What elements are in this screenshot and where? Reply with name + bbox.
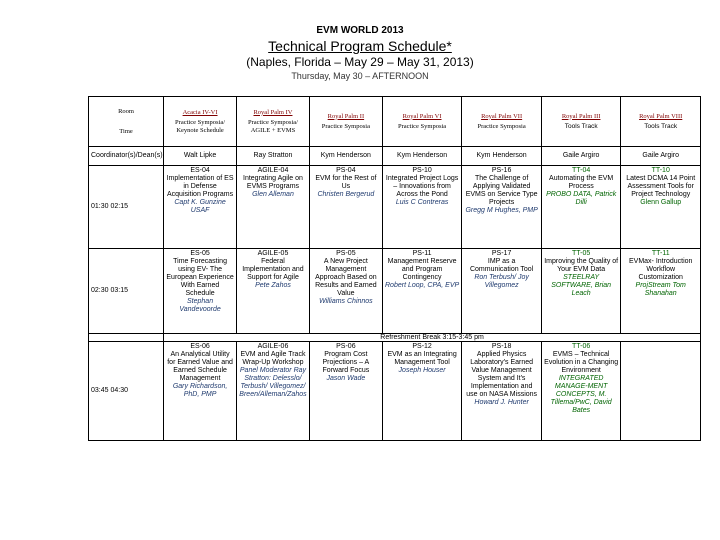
- session-cell: [541, 342, 621, 441]
- session-code: PS-12: [412, 343, 432, 350]
- session-code: TT-05: [572, 250, 591, 257]
- session-speaker: Panel Moderator Ray Stratton: Delesslo/ Terbush/ Villegomez/ Breen/Alleman/Zahos: [239, 367, 307, 398]
- session-code: TT-06: [572, 343, 591, 350]
- session-cell: [462, 249, 542, 334]
- session-cell: [237, 342, 310, 441]
- time-slot-2: 02:30 03:15: [89, 249, 164, 334]
- header-row: [89, 97, 701, 147]
- session-code: ES-05: [190, 250, 210, 257]
- session-title: Integrating Agile on EVMS Programs: [243, 175, 303, 190]
- session-code: TT-11: [651, 250, 670, 257]
- break-left-cell: [89, 334, 164, 342]
- session-speaker: Robert Loop, CPA, EVP: [385, 282, 460, 289]
- session-speaker: Joseph Houser: [398, 367, 446, 374]
- column-header: [462, 97, 542, 147]
- session-code: ES-06: [190, 343, 210, 350]
- session-speaker: Luis C Contreras: [395, 199, 449, 206]
- coordinator-cell: Gaile Argiro: [621, 147, 701, 166]
- session-title: Latest DCMA 14 Point Assessment Tools for Project Technology: [626, 175, 696, 198]
- session-code: TT-10: [651, 167, 670, 174]
- session-title: Program Cost Projections – A Forward Focus: [322, 351, 370, 374]
- session-speaker: Capt K. Gunzine USAF: [174, 199, 226, 214]
- break-row: [89, 334, 701, 342]
- session-cell: [164, 249, 237, 334]
- session-title: Integrated Project Logs – Innovations from Across the Pond: [385, 175, 459, 198]
- time-slot-3: 03:45 04:30: [89, 342, 164, 441]
- track-name: Tools Track: [564, 123, 598, 130]
- event-title: EVM WORLD 2013: [316, 25, 404, 36]
- session-code: PS-17: [491, 250, 512, 257]
- coordinator-row: [89, 147, 701, 166]
- session-cell: [309, 342, 382, 441]
- coordinator-cell: Gaile Argiro: [541, 147, 621, 166]
- session-title: Applied Physics Laboratory's Earned Value Management System and It's Implementation and use on NASA Missions: [466, 351, 538, 398]
- slot-row-2: [89, 249, 701, 334]
- session-cell: [237, 166, 310, 249]
- room-name: Royal Palm II: [327, 112, 365, 120]
- session-title: Improving the Quality of Your EVM Data: [544, 258, 619, 273]
- session-cell: [164, 342, 237, 441]
- session-code: PS-04: [336, 167, 356, 174]
- session-cell: [541, 166, 621, 249]
- column-header: [382, 97, 462, 147]
- session-title: EVM as an Integrating Management Tool: [387, 351, 457, 366]
- session-code: AGILE-04: [257, 167, 289, 174]
- session-speaker: Gregg M Hughes, PMP: [465, 207, 538, 214]
- coordinator-cell: Kym Henderson: [382, 147, 462, 166]
- location-dates: (Naples, Florida – May 29 – May 31, 2013): [246, 55, 474, 69]
- track-name: Practice Symposia/ Keynote Schedule: [175, 119, 226, 134]
- track-name: Tools Track: [644, 123, 678, 130]
- schedule-table: [88, 96, 701, 441]
- session-title: The Challenge of Applying Validated EVMS on Service Type Projects: [465, 175, 538, 206]
- room-name: Royal Palm VIII: [639, 112, 683, 120]
- coordinator-cell: Walt Lipke: [164, 147, 237, 166]
- session-cell: [309, 166, 382, 249]
- column-header: [621, 97, 701, 147]
- day-label: Thursday, May 30 – AFTERNOON: [291, 71, 429, 81]
- session-speaker: Gary Richardson, PhD, PMP: [172, 383, 228, 398]
- session-cell: [382, 249, 462, 334]
- session-speaker: Jason Wade: [326, 375, 366, 382]
- session-title: Management Reserve and Program Contingency: [387, 258, 457, 281]
- session-title: An Analytical Utility for Earned Value and Earned Schedule Management: [167, 351, 233, 382]
- session-code: PS-11: [412, 250, 432, 257]
- column-header: [309, 97, 382, 147]
- session-speaker: Howard J. Hunter: [474, 399, 529, 406]
- session-code: PS-05: [336, 250, 356, 257]
- room-name: Royal Palm VI: [402, 112, 442, 120]
- empty-session-cell: [621, 342, 701, 441]
- session-code: ES-04: [190, 167, 210, 174]
- column-header: [237, 97, 310, 147]
- session-speaker: Williams Chinnos: [319, 298, 373, 305]
- session-code: PS-10: [412, 167, 432, 174]
- room-name: Royal Palm III: [561, 112, 601, 120]
- session-title: Federal Implementation and Support for Agile: [242, 258, 304, 281]
- session-cell: [237, 249, 310, 334]
- session-speaker: STEELRAY SOFTWARE, Brian Leach: [551, 274, 612, 297]
- time-label: Time: [119, 127, 133, 135]
- refreshment-break: Refreshment Break 3:15-3:45 pm: [164, 334, 701, 342]
- session-cell: [621, 249, 701, 334]
- session-title: IMP as a Communication Tool: [469, 258, 534, 273]
- session-code: AGILE-06: [257, 343, 289, 350]
- session-title: EVMS – Technical Evolution in a Changing Environment: [544, 351, 619, 374]
- coordinator-cell: Kym Henderson: [462, 147, 542, 166]
- session-speaker: Christen Bergerud: [317, 191, 375, 198]
- session-cell: [621, 166, 701, 249]
- time-slot-1: 01:30 02:15: [89, 166, 164, 249]
- room-name: Royal Palm IV: [253, 108, 293, 116]
- session-cell: [462, 342, 542, 441]
- column-header: [164, 97, 237, 147]
- column-header: [541, 97, 621, 147]
- session-cell: [382, 166, 462, 249]
- room-name: Acacia IV-VI: [182, 108, 218, 116]
- slot-row-1: [89, 166, 701, 249]
- room-time-label: [89, 97, 164, 147]
- track-name: Practice Symposia/ AGILE + EVMS: [247, 119, 298, 134]
- session-title: Automating the EVM Process: [549, 175, 614, 190]
- room-name: Royal Palm VII: [481, 112, 523, 120]
- session-code: TT-04: [572, 167, 591, 174]
- session-speaker: Ron Terbush/ Joy Villegomez: [474, 274, 529, 289]
- session-title: EVM for the Rest of Us: [315, 175, 377, 190]
- session-title: EVM and Agile Track Wrap-Up Workshop: [240, 351, 306, 366]
- session-title: A New Project Management Approach Based on Results and Earned Value: [315, 258, 377, 297]
- session-title: Time Forecasting using EV- The European Experience With Earned Schedule: [166, 258, 234, 297]
- session-title: EVMax- Introduction Workflow Customization: [629, 258, 693, 281]
- session-speaker: Glen Alleman: [252, 191, 294, 198]
- track-name: Practice Symposia: [321, 123, 370, 130]
- session-cell: [541, 249, 621, 334]
- session-speaker: Pete Zahos: [255, 282, 291, 289]
- session-code: PS-06: [336, 343, 356, 350]
- schedule-subtitle: Technical Program Schedule*: [268, 38, 452, 54]
- session-cell: [309, 249, 382, 334]
- slot-row-3: [89, 342, 701, 441]
- session-speaker: ProjStream Tom Shanahan: [635, 282, 686, 297]
- session-cell: [382, 342, 462, 441]
- coordinator-label: Coordinator(s)/Dean(s): [89, 147, 164, 166]
- track-name: Practice Symposia: [397, 123, 447, 130]
- session-speaker: Glenn Gallup: [640, 199, 682, 206]
- room-label: Room: [118, 108, 134, 115]
- coordinator-cell: Ray Stratton: [237, 147, 310, 166]
- session-code: AGILE-05: [257, 250, 289, 257]
- session-speaker: Stephan Vandevoorde: [179, 298, 221, 313]
- session-code: PS-16: [491, 167, 512, 174]
- session-code: PS-18: [491, 343, 512, 350]
- coordinator-cell: Kym Henderson: [309, 147, 382, 166]
- session-cell: [164, 166, 237, 249]
- session-title: Implementation of ES in Defense Acquisition Programs: [166, 175, 234, 198]
- track-name: Practice Symposia: [477, 123, 526, 130]
- session-cell: [462, 166, 542, 249]
- session-speaker: PROBO DATA, Patrick Dilli: [546, 191, 617, 206]
- session-speaker: INTEGRATED MANAGE-MENT CONCEPTS, M. Tillema/PwC, David Bates: [550, 375, 612, 414]
